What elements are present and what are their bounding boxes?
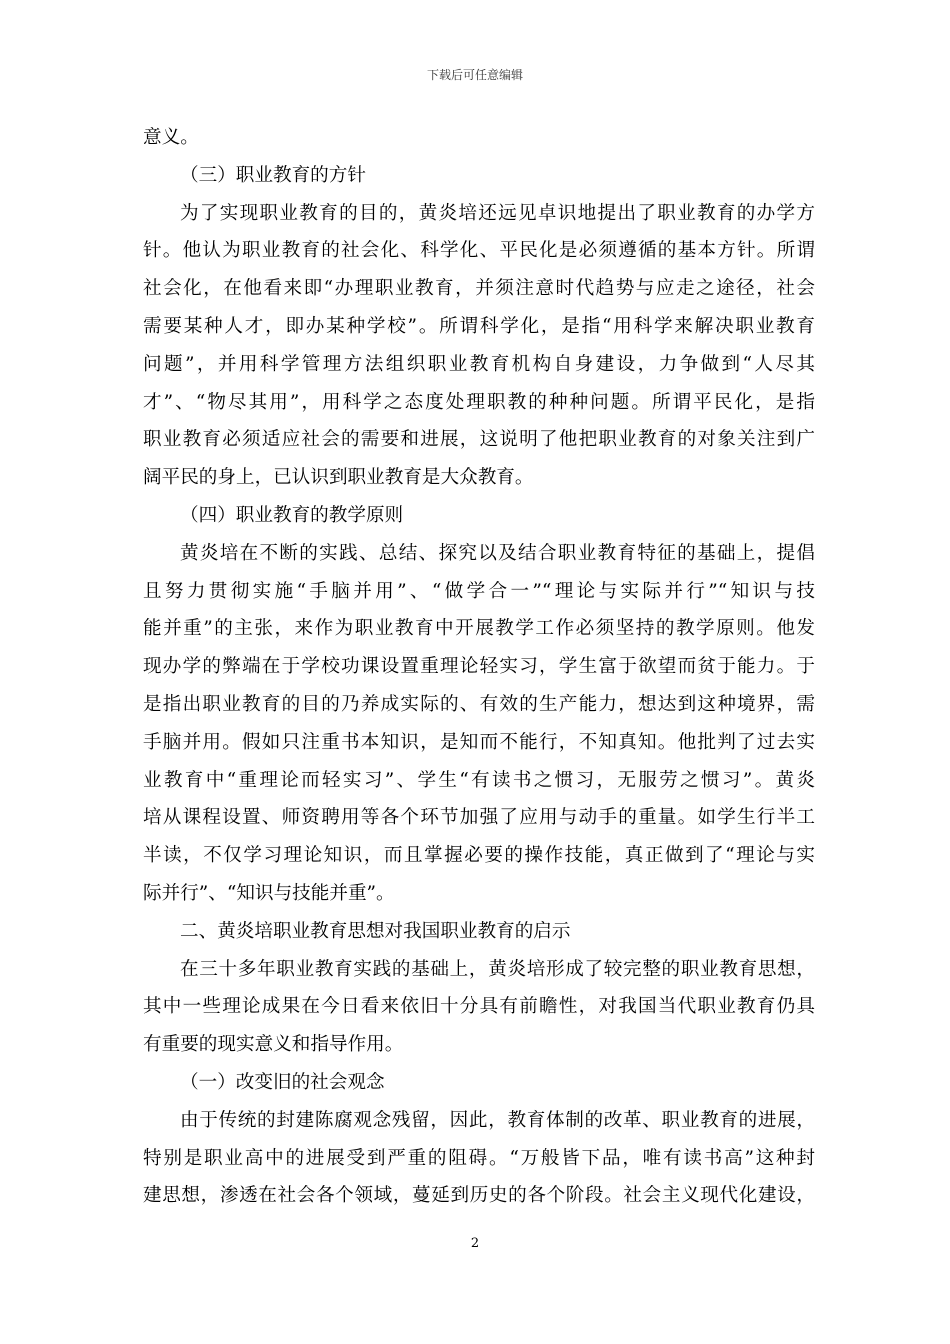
- text-line: 二、黄炎培职业教育思想对我国职业教育的启示: [180, 920, 571, 942]
- text-line: 由于传统的封建陈腐观念残留，因此，教育体制的改革、职业教育的进展，: [180, 1109, 815, 1131]
- text-line: 际并行”、“知识与技能并重”。: [143, 882, 395, 904]
- document-body: [143, 119, 815, 1215]
- text-line: 针。他认为职业教育的社会化、科学化、平民化是必须遵循的基本方针。所谓: [143, 240, 815, 262]
- text-line: （三）职业教育的方针: [180, 164, 366, 186]
- text-line: 建思想，渗透在社会各个领域，蔓延到历史的各个阶段。社会主义现代化建设，: [143, 1185, 815, 1207]
- text-line: （四）职业教育的教学原则: [180, 504, 404, 526]
- text-line: 意义。: [143, 127, 199, 148]
- text-line: 是指出职业教育的目的乃养成实际的、有效的生产能力，想达到这种境界，需: [143, 693, 815, 715]
- text-line: 培从课程设置、师资聘用等各个环节加强了应用与动手的重量。如学生行半工: [143, 807, 815, 829]
- text-line: 黄炎培在不断的实践、总结、探究以及结合职业教育特征的基础上，提倡: [180, 542, 815, 564]
- text-line: 阔平民的身上，已认识到职业教育是大众教育。: [143, 467, 534, 489]
- text-line: 问题”，并用科学管理方法组织职业教育机构自身建设，力争做到“人尽其: [143, 353, 815, 375]
- text-line: 社会化，在他看来即“办理职业教育，并须注意时代趋势与应走之途径，社会: [143, 278, 815, 300]
- text-line: 才”、“物尽其用”，用科学之态度处理职教的种种问题。所谓平民化，是指: [143, 391, 815, 413]
- text-line: 为了实现职业教育的目的，黄炎培还远见卓识地提出了职业教育的办学方: [180, 202, 815, 224]
- text-line: 需要某种人才，即办某种学校”。所谓科学化，是指“用科学来解决职业教育: [143, 315, 815, 337]
- text-line: 有重要的现实意义和指导作用。: [143, 1034, 404, 1056]
- text-line: 能并重”的主张，来作为职业教育中开展教学工作必须坚持的教学原则。他发: [143, 618, 815, 640]
- text-line: 半读，不仅学习理论知识，而且掌握必要的操作技能，真正做到了“理论与实: [143, 845, 815, 867]
- text-line: 职业教育必须适应社会的需要和进展，这说明了他把职业教育的对象关注到广: [143, 429, 815, 451]
- page-number: 2: [470, 1236, 480, 1251]
- text-line: 手脑并用。假如只注重书本知识，是知而不能行，不知真知。他批判了过去实: [143, 731, 815, 753]
- text-line: 且努力贯彻实施“手脑并用”、“做学合一”“理论与实际并行”“知识与技: [143, 580, 815, 602]
- text-line: 其中一些理论成果在今日看来依旧十分具有前瞻性，对我国当代职业教育仍具: [143, 996, 815, 1018]
- text-line: 现办学的弊端在于学校功课设置重理论轻实习，学生富于欲望而贫于能力。于: [143, 656, 815, 678]
- page-header: 下载后可任意编辑: [426, 68, 523, 82]
- text-line: 特别是职业高中的进展受到严重的阻碍。“万般皆下品，唯有读书高”这种封: [143, 1147, 815, 1169]
- text-line: 在三十多年职业教育实践的基础上，黄炎培形成了较完整的职业教育思想，: [180, 958, 815, 980]
- text-line: （一）改变旧的社会观念: [180, 1071, 385, 1093]
- text-line: 业教育中“重理论而轻实习”、学生“有读书之惯习，无服劳之惯习”。黄炎: [143, 769, 815, 791]
